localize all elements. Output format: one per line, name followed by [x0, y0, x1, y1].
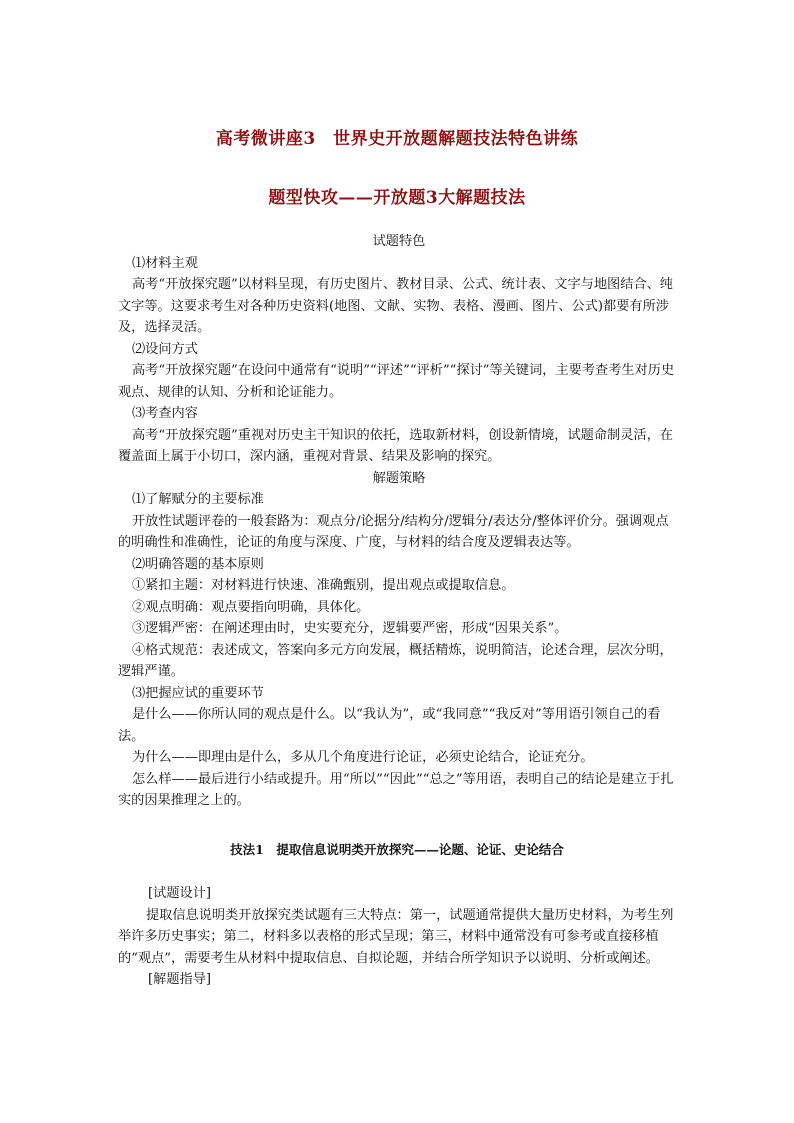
- step-why: 为什么——即理由是什么，多从几个角度进行论证，必须史论结合，论证充分。: [132, 750, 594, 765]
- feature-label-2: ⑵设问方式: [132, 341, 198, 357]
- heading-strategy: 解题策略: [372, 470, 426, 486]
- principle-2: ②观点明确：观点要指向明确，具体化。: [132, 599, 370, 615]
- feature-text-2: 高考“开放探究题”在设问中通常有“说明”“评述”“评析”“探讨”等关键词，主要考查考生对历史观点、规律的认知、分析和论证能力。: [118, 363, 675, 400]
- feature-label-1: ⑴材料主观: [132, 255, 198, 271]
- technique-body: [118, 883, 680, 991]
- design-label: [试题设计]: [148, 886, 212, 901]
- document-title: 高考微讲座3 世界史开放题解题技法特色讲练: [215, 129, 579, 149]
- heading-features: 试题特色: [372, 234, 426, 249]
- technique-title: 技法1 提取信息说明类开放探究——论题、论证、史论结合: [230, 842, 564, 857]
- feature-text-3: 高考“开放探究题”重视对历史主干知识的依托，选取新材料，创设新情境，试题命制灵活，在覆盖面上属于小切口，深内涵，重视对背景、结果及影响的探究。: [118, 427, 673, 464]
- strategy-text-1: 开放性试题评卷的一般套路为：观点分/论据分/结构分/逻辑分/表达分/整体评价分。强调观点的明确性和准确性，论证的角度与深度、广度，与材料的结合度及逻辑表达等。: [118, 513, 669, 550]
- step-how: 怎么样——最后进行小结或提升。用“所以”“因此”“总之”等用语，表明自己的结论是建立于扎实的因果推理之上的。: [118, 771, 674, 808]
- principle-4: ④格式规范：表述成文，答案向多元方向发展，概括精炼，说明简洁，论述合理，层次分明，逻辑严谨。: [118, 642, 673, 679]
- design-text: 提取信息说明类开放探究类试题有三大特点：第一，试题通常提供大量历史材料，为考生列举许多历史事实；第二，材料多以表格的形式呈现；第三，材料中通常没有可参考或直接移植的“观点”，需要考生从材料中提取信息、自拟论题，并结合所学知识予以说明、分析或阐述。: [118, 907, 674, 966]
- strategy-label-2: ⑵明确答题的基本原则: [132, 556, 264, 572]
- principle-3: ③逻辑严密：在阐述理由时，史实要充分，逻辑要严密，形成“因果关系”。: [132, 621, 568, 636]
- document-subtitle: 题型快攻——开放题3大解题技法: [268, 188, 526, 208]
- principle-1: ①紧扣主题：对材料进行快速、准确甄别，提出观点或提取信息。: [132, 578, 515, 593]
- feature-text-1: 高考“开放探究题”以材料呈现，有历史图片、教材目录、公式、统计表、文字与地图结合、纯文字等。这要求考生对各种历史资料(地图、文献、实物、表格、漫画、图片、公式)都要有所涉及，选择灵活。: [118, 277, 673, 335]
- strategy-label-3: ⑶把握应试的重要环节: [132, 685, 264, 701]
- step-what: 是什么——你所认同的观点是什么。以“我认为”，或“我同意”“我反对”等用语引领自己的看法。: [118, 707, 661, 744]
- guide-label: [解题指导]: [148, 972, 212, 987]
- main-body: [118, 231, 680, 812]
- feature-label-3: ⑶考查内容: [132, 406, 198, 421]
- strategy-label-1: ⑴了解赋分的主要标准: [132, 492, 264, 507]
